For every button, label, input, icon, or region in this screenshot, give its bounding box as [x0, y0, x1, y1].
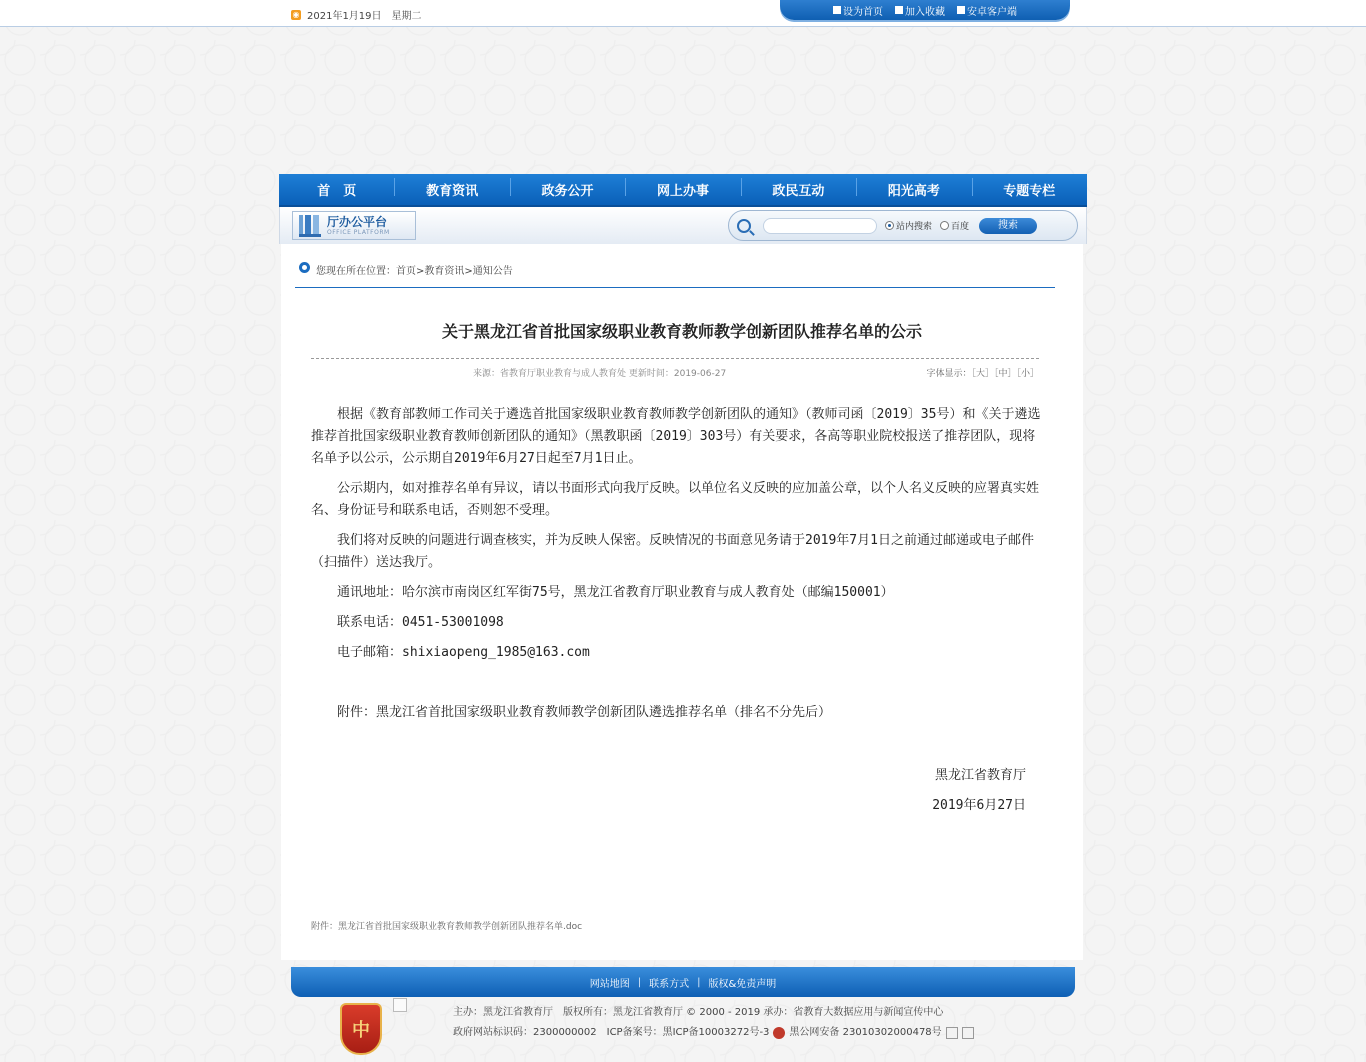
- paragraph: 附件：黑龙江省首批国家级职业教育教师教学创新团队遴选推荐名单（排名不分先后）: [337, 705, 832, 720]
- paragraph: [311, 672, 1041, 694]
- breadcrumb-text: 您现在所在位置：首页>教育资讯>通知公告: [316, 266, 513, 277]
- nav-item-interaction[interactable]: 政民互动: [741, 180, 856, 199]
- search-box: [728, 210, 1078, 241]
- site-map-link[interactable]: 网站地图: [589, 978, 630, 990]
- nav-item-government-affairs[interactable]: 政务公开: [510, 180, 625, 199]
- checkbox-icon: [833, 6, 841, 14]
- article-content: [281, 244, 1083, 960]
- paragraph: 公示期内，如对推荐名单有异议，请以书面形式向我厅反映。以单位名义反映的应加盖公章，以个人名义反映的应署真实姓名、身份证号和联系电话，否则恕不受理。: [311, 481, 1040, 518]
- site-search-radio[interactable]: 站内搜索: [885, 219, 932, 232]
- office-platform-button[interactable]: [292, 211, 416, 240]
- breadcrumb: [295, 262, 1055, 288]
- building-icon: [299, 215, 321, 237]
- police-badge-icon: [773, 1027, 785, 1039]
- add-favorite-link[interactable]: 加入收藏: [895, 3, 945, 18]
- location-icon: [299, 262, 310, 273]
- attachment-link[interactable]: 附件：黑龙江省首批国家级职业教育教师教学创新团队推荐名单.doc: [311, 922, 583, 932]
- search-button[interactable]: 搜索: [979, 218, 1037, 234]
- footer-info: [453, 1003, 974, 1043]
- footer-links: 网站地图 | 联系方式 | 版权&免责声明: [291, 967, 1075, 997]
- footer-line-1: 主办：黑龙江省教育厅 版权所有：黑龙江省教育厅 © 2000 - 2019 承办：省教育大数据应用与新闻宣传中心: [453, 1007, 944, 1018]
- paragraph: 根据《教育部教师工作司关于遴选首批国家级职业教育教师教学创新团队的通知》（教师司函〔2019〕35号）和《关于遴选推荐首批国家级职业教育教师创新团队的通知》（黑教职函〔2019〕303号）有关要求，各高等职业院校报送了推荐团队，现将名单予以公示，公示期自2019年6月27日起至7月1日止。: [311, 407, 1041, 466]
- footer-line-2: 政府网站标识码：2300000002 ICP备案号：黑ICP备10003272号-3: [453, 1027, 770, 1038]
- paragraph: 电子邮箱：shixiaopeng_1985@163.com: [337, 645, 590, 660]
- radio-icon: [940, 221, 949, 230]
- font-size-selector[interactable]: 字体显示：［大］［中］［小］: [926, 369, 1039, 379]
- main-container: [279, 174, 1087, 961]
- platform-title: 厅办公平台: [327, 214, 388, 229]
- stats-icon[interactable]: [946, 1027, 958, 1039]
- contact-link[interactable]: 联系方式: [649, 978, 690, 990]
- nav-item-college-entrance[interactable]: 阳光高考: [856, 180, 971, 199]
- platform-subtitle: OFFICE PLATFORM: [327, 228, 390, 236]
- sign-date: 2019年6月27日: [932, 798, 1026, 813]
- copyright-link[interactable]: 版权&免责声明: [708, 978, 777, 990]
- main-nav: [279, 174, 1087, 207]
- nav-item-home[interactable]: 首 页: [317, 184, 357, 199]
- article-meta: 来源：省教育厅职业教育与成人教育处 更新时间：2019-06-27: [473, 369, 727, 379]
- article-title: 关于黑龙江省首批国家级职业教育教师教学创新团队推荐名单的公示: [441, 322, 922, 341]
- top-links: [780, 0, 1070, 20]
- footer-police-record[interactable]: 黑公网安备 23010302000478号: [789, 1027, 942, 1038]
- weekday-text: 星期二: [391, 11, 422, 22]
- checkbox-icon: [957, 6, 965, 14]
- sub-bar: [279, 207, 1087, 244]
- nav-item-education-news[interactable]: 教育资讯: [394, 180, 509, 199]
- search-icon: [737, 219, 751, 233]
- article-body: [311, 404, 1041, 732]
- checkbox-icon: [895, 6, 903, 14]
- date-text: 2021年1月19日: [307, 11, 382, 22]
- android-client-link[interactable]: 安卓客户端: [957, 3, 1017, 18]
- signature: 黑龙江省教育厅: [934, 768, 1026, 783]
- title-divider: [311, 358, 1039, 359]
- baidu-search-radio[interactable]: 百度: [940, 219, 969, 232]
- paragraph: 联系电话：0451-53001098: [337, 615, 504, 630]
- broken-image-icon: [393, 998, 407, 1012]
- rss-icon: ◉: [292, 9, 300, 19]
- paragraph: 我们将对反映的问题进行调查核实，并为反映人保密。反映情况的书面意见务请于2019年7月1日之前通过邮递或电子邮件（扫描件）送达我厅。: [311, 533, 1034, 570]
- search-input[interactable]: [763, 218, 877, 234]
- nav-item-special-topics[interactable]: 专题专栏: [972, 180, 1087, 199]
- top-bar: [0, 0, 1366, 27]
- set-homepage-link[interactable]: 设为首页: [833, 3, 883, 18]
- paragraph: 通讯地址：哈尔滨市南岗区红军街75号，黑龙江省教育厅职业教育与成人教育处（邮编150001）: [337, 585, 894, 600]
- nav-item-online-services[interactable]: 网上办事: [625, 180, 740, 199]
- radio-selected-icon: [885, 221, 894, 230]
- date-display: [291, 7, 422, 22]
- government-badge-icon[interactable]: 中: [340, 1003, 382, 1055]
- stats-icon[interactable]: [962, 1027, 974, 1039]
